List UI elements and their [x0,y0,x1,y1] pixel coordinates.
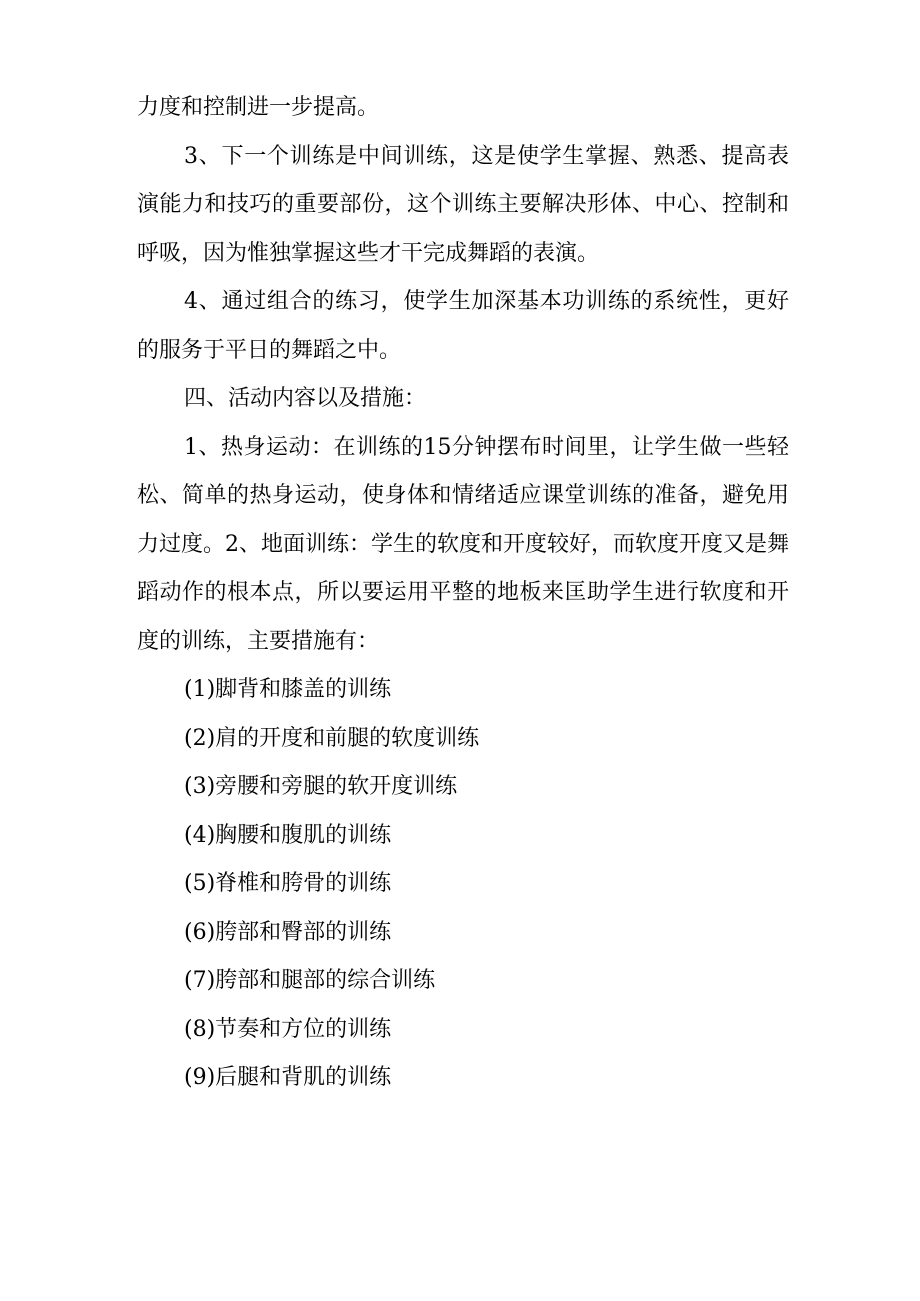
paragraph-warmup-and-floor: 1、热身运动：在训练的15分钟摆布时间里，让学生做一些轻松、简单的热身运动，使身体和情绪适应课堂训练的准备，避免用力过度。2、地面训练：学生的软度和开度较好，而软度开度又是舞蹈动作的根本点，所以要运用平整的地板来匡助学生进行软度和开度的训练，主要措施有： [137,434,789,654]
paragraph-point-3: 3、下一个训练是中间训练，这是使学生掌握、熟悉、提高表演能力和技巧的重要部份，这个训练主要解决形体、中心、控制和呼吸，因为惟独掌握这些才干完成舞蹈的表演。 [137,143,789,266]
list-item: (2)肩的开度和前腿的软度训练 [184,725,480,751]
paragraph-continuation: 力度和控制进一步提高。 [137,95,380,120]
document-body [137,84,789,1103]
list-item: (5)脊椎和胯骨的训练 [184,871,392,896]
measures-list [137,666,789,1103]
list-item: (4)胸腰和腹肌的训练 [184,822,392,848]
list-item: (9)后腿和背肌的训练 [184,1065,392,1090]
list-item: (3)旁腰和旁腿的软开度训练 [184,774,458,799]
paragraph-point-4: 4、通过组合的练习，使学生加深基本功训练的系统性，更好的服务于平日的舞蹈之中。 [137,289,789,363]
list-item: (6)胯部和臀部的训练 [184,919,392,945]
list-item: (8)节奏和方位的训练 [184,1016,392,1042]
list-item: (1)脚背和膝盖的训练 [184,677,392,702]
section-heading-activities: 四、活动内容以及措施： [184,386,427,411]
list-item: (7)胯部和腿部的综合训练 [184,968,436,993]
